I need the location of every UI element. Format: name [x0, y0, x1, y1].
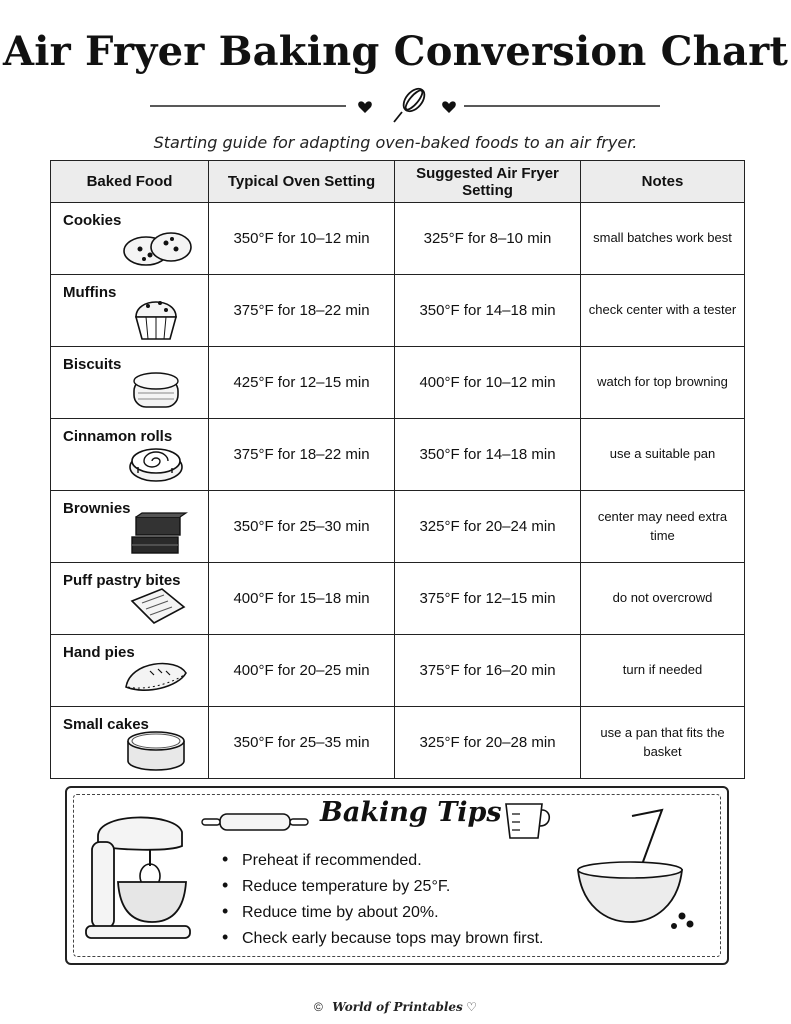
tips-title: Baking Tips — [320, 797, 502, 828]
cinnamon-roll-icon — [116, 435, 194, 485]
page-title: Air Fryer Baking Conversion Chart — [2, 28, 789, 75]
food-name: Hand pies — [63, 644, 135, 661]
conversion-table — [50, 160, 745, 779]
heart-icon — [358, 101, 372, 113]
footer — [0, 1000, 791, 1014]
oven-setting: 425°F for 12–15 min — [209, 347, 395, 419]
tip-item: • Reduce time by about 20%. — [222, 898, 543, 924]
food-name: Cookies — [63, 212, 122, 229]
air-fryer-setting: 400°F for 10–12 min — [395, 347, 581, 419]
biscuit-icon — [116, 363, 194, 413]
food-name: Small cakes — [63, 716, 149, 733]
table-row — [51, 275, 745, 347]
table-header-row — [51, 161, 745, 203]
measuring-cup-icon — [498, 800, 560, 842]
heart-icon — [442, 101, 456, 113]
tip-item: • Preheat if recommended. — [222, 846, 543, 872]
cake-pan-icon — [116, 723, 194, 773]
notes-cell: small batches work best — [581, 203, 745, 275]
food-cell — [51, 707, 209, 779]
food-cell — [51, 563, 209, 635]
table-row — [51, 419, 745, 491]
column-header: Typical Oven Setting — [209, 161, 395, 203]
brownies-icon — [116, 507, 194, 557]
tip-item: • Reduce temperature by 25°F. — [222, 872, 543, 898]
oven-setting: 350°F for 10–12 min — [209, 203, 395, 275]
food-name: Brownies — [63, 500, 131, 517]
food-cell — [51, 347, 209, 419]
notes-cell: use a suitable pan — [581, 419, 745, 491]
food-cell — [51, 635, 209, 707]
whisk-icon — [394, 86, 428, 122]
air-fryer-setting: 325°F for 20–24 min — [395, 491, 581, 563]
rolling-pin-icon — [200, 808, 310, 836]
air-fryer-setting: 375°F for 12–15 min — [395, 563, 581, 635]
food-name: Muffins — [63, 284, 117, 301]
air-fryer-setting: 350°F for 14–18 min — [395, 275, 581, 347]
food-cell — [51, 491, 209, 563]
copyright-symbol: © — [314, 1000, 323, 1014]
notes-cell: watch for top browning — [581, 347, 745, 419]
cookies-icon — [116, 219, 194, 269]
notes-cell: use a pan that fits the basket — [581, 707, 745, 779]
muffin-icon — [116, 291, 194, 341]
column-header: Baked Food — [51, 161, 209, 203]
column-header: Suggested Air Fryer Setting — [395, 161, 581, 203]
brand-name: World of Printables — [332, 1000, 463, 1014]
food-name: Puff pastry bites — [63, 572, 181, 589]
oven-setting: 375°F for 18–22 min — [209, 419, 395, 491]
food-name: Biscuits — [63, 356, 122, 373]
food-cell — [51, 203, 209, 275]
air-fryer-setting: 350°F for 14–18 min — [395, 419, 581, 491]
mixing-bowl-icon — [570, 808, 698, 932]
column-header: Notes — [581, 161, 745, 203]
puff-pastry-icon — [116, 579, 194, 629]
oven-setting: 400°F for 15–18 min — [209, 563, 395, 635]
table-row — [51, 491, 745, 563]
air-fryer-setting: 325°F for 20–28 min — [395, 707, 581, 779]
tip-item: • Check early because tops may brown first. — [222, 924, 543, 950]
notes-cell: check center with a tester — [581, 275, 745, 347]
food-cell — [51, 419, 209, 491]
oven-setting: 350°F for 25–35 min — [209, 707, 395, 779]
air-fryer-setting: 325°F for 8–10 min — [395, 203, 581, 275]
table-row — [51, 203, 745, 275]
food-cell — [51, 275, 209, 347]
table-row — [51, 347, 745, 419]
subtitle: Starting guide for adapting oven-baked foods to an air fryer. — [153, 133, 638, 152]
oven-setting: 350°F for 25–30 min — [209, 491, 395, 563]
table-row — [51, 563, 745, 635]
chocolate-chips-icon — [671, 913, 694, 930]
table-row — [51, 635, 745, 707]
notes-cell: turn if needed — [581, 635, 745, 707]
notes-cell: center may need extra time — [581, 491, 745, 563]
heart-icon: ♡ — [466, 1000, 477, 1014]
table-row — [51, 707, 745, 779]
stand-mixer-icon — [78, 806, 196, 944]
air-fryer-setting: 375°F for 16–20 min — [395, 635, 581, 707]
oven-setting: 375°F for 18–22 min — [209, 275, 395, 347]
oven-setting: 400°F for 20–25 min — [209, 635, 395, 707]
hand-pie-icon — [116, 651, 194, 701]
food-name: Cinnamon rolls — [63, 428, 173, 445]
whisk-divider — [150, 86, 660, 126]
notes-cell: do not overcrowd — [581, 563, 745, 635]
tips-list — [222, 846, 543, 950]
